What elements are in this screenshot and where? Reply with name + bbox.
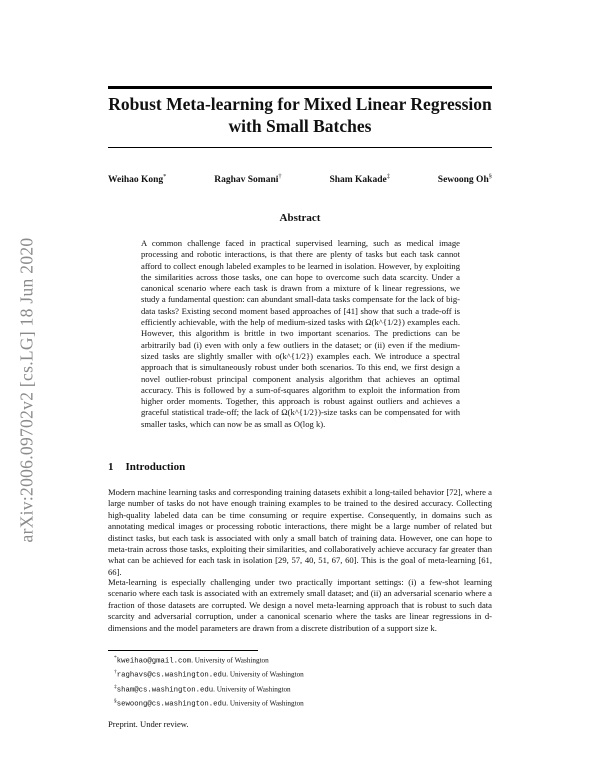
section-title: Introduction (125, 461, 186, 473)
author-mark: § (488, 173, 492, 180)
author-mark: † (278, 173, 282, 180)
section-number: 1 (108, 461, 114, 473)
footnote: ‡sham@cs.washington.edu. University of Washington (114, 683, 291, 695)
intro-paragraph-2: Meta-learning is especially challenging under two practically important settings: (i) a few-shot learning scenario where each task is associated with an extremely small dataset; and (ii) an adversarial scenario where a fraction of those datasets are corrupted. We design a novel meta-learning approach that is robust to such data scarcity and adversarial corruption, under a canonical scenario where the tasks are linear regressions in d-dimensions and the model parameters are drawn from a discrete distribution of a support size k. (108, 577, 492, 633)
email-address: raghavs@cs.washington.edu (116, 671, 227, 680)
preprint-note: Preprint. Under review. (108, 719, 189, 729)
arxiv-identifier-stamp: arXiv:2006.09702v2 [cs.LG] 18 Jun 2020 (16, 237, 37, 543)
intro-paragraph-1: Modern machine learning tasks and corresponding training datasets exhibit a long-tailed behavior [72], where a large number of tasks do not have enough training examples to be trained to the desired accuracy. Collecting high-quality labeled data can be time consuming or require expertise. Consequently, in domains such as annotating medical images or processing robotic interactions, there might be a large number of related but distinct tasks, but each task is associated with only a small batch of training data. However, one can hope to meta-train across those tasks, exploiting their similarities, and collaboratively achieve accuracy far greater than what can be achieved for each task in isolation [29, 57, 40, 51, 67, 60]. This is the goal of meta-learning [61, 66]. (108, 487, 492, 577)
footnote: †raghavs@cs.washington.edu. University of Washington (114, 669, 304, 680)
footnote: §sewoong@cs.washington.edu. University of Washington (114, 698, 304, 709)
author: Weihao Kong* (108, 173, 167, 186)
paper-title (100, 93, 500, 137)
title-bottom-rule (108, 147, 492, 148)
footnotes (108, 653, 492, 711)
footnote-rule (108, 650, 258, 651)
author: Sham Kakade‡ (329, 173, 390, 186)
email-address: kweihao@gmail.com (116, 657, 192, 666)
section-heading (108, 461, 185, 473)
footnote: *kweihao@gmail.com. University of Washington (114, 655, 269, 666)
author: Sewoong Oh§ (437, 173, 492, 186)
title-line-2: with Small Batches (228, 116, 372, 136)
email-address: sewoong@cs.washington.edu (116, 700, 227, 709)
author-mark: ‡ (386, 173, 390, 180)
author-list (108, 173, 492, 185)
abstract-text: A common challenge faced in practical supervised learning, such as medical image processing and robotic interactions, is that there are plenty of tasks but each task cannot afford to collect enough labeled examples to be learned in isolation. However, by exploiting the similarities across those tasks, one can hope to overcome such data scarcity. Under a canonical scenario where each task is drawn from a mixture of k linear regressions, we study a fundamental question: can abundant small-data tasks compensate for the lack of big-data tasks? Existing second moment based approaches of [41] show that such a trade-off is efficiently achievable, with the help of medium-sized tasks with Ω(k^{1/2}) examples each. However, this algorithm is brittle in two important scenarios. The predictions can be arbitrarily bad (i) even with only a few outliers in the dataset; or (ii) even if the medium-sized tasks are slightly smaller with o(k^{1/2}) examples each. We introduce a spectral approach that is simultaneously robust under both scenarios. To this end, we first design a novel outlier-robust principal component analysis algorithm that achieves an optimal accuracy. This is followed by a sum-of-squares algorithm to exploit the information from higher order moments. Together, this approach is robust against outliers and achieves a graceful statistical trade-off; the lack of Ω(k^{1/2})-size tasks can be compensated for with smaller tasks, which can now be as small as O(log k). (141, 238, 460, 429)
title-line-1: Robust Meta-learning for Mixed Linear Regression (108, 94, 492, 114)
author-mark: * (163, 173, 167, 180)
abstract-heading: Abstract (279, 212, 321, 224)
author: Raghav Somani† (214, 173, 282, 186)
email-address: sham@cs.washington.edu (116, 686, 214, 695)
title-top-rule (108, 86, 492, 89)
